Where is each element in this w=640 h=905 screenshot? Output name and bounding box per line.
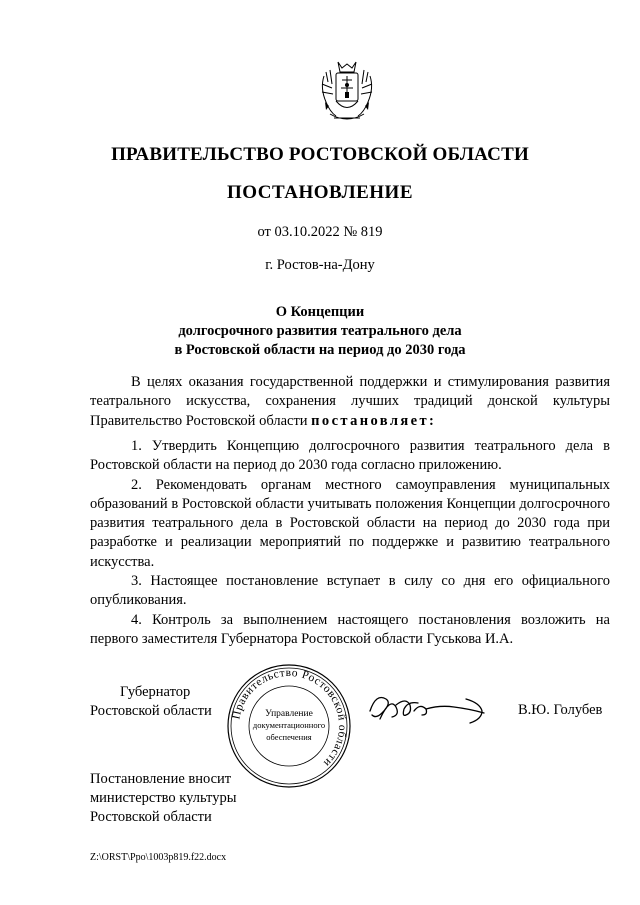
coat-of-arms-emblem (316, 58, 378, 124)
resolution-item: 3. Настоящее постановление вступает в силу со дня его официального опубликования. (90, 573, 610, 609)
resolution-item: 1. Утвердить Концепцию долгосрочного развития театрального дела в Ростовской области на период до 2030 года согласно приложению. (90, 438, 610, 474)
resolution-item: 2. Рекомендовать органам местного самоуправления муниципальных образований в Ростовской области учитывать положения Концепции долгосрочного развития театрального дела в Ростовской области на период до 2030 года при разработке и реализации мероприятий по поддержке и развитию театрального искусства. (90, 476, 610, 570)
signatory-position (90, 683, 212, 721)
file-path: Z:\ORST\Ppo\1003p819.f22.docx (90, 852, 227, 863)
handwritten-signature (366, 689, 491, 729)
signatory-position-line: Ростовской области (90, 703, 212, 719)
document-title (0, 303, 640, 360)
title-line: в Ростовской области на период до 2030 года (174, 342, 466, 358)
title-line: долгосрочного развития театрального дела (178, 323, 462, 339)
document-city: г. Ростов-на-Дону (265, 257, 375, 273)
official-stamp (225, 662, 353, 790)
resolution-item: 4. Контроль за выполнением настоящего постановления возложить на первого заместителя Губернатора Ростовской области Гуськова И.А. (90, 611, 610, 647)
stamp-line: документационного (252, 720, 326, 730)
intro-text: В целях оказания государственной поддержки и стимулирования развития театрального искусства, сохранения лучших традиций донской культуры Правительство Ростовской области (90, 374, 610, 429)
signatory-position-line: Губернатор (120, 684, 191, 700)
resolution-items (90, 437, 610, 649)
introduced-by (90, 770, 236, 827)
title-line: О Концепции (275, 304, 365, 320)
stamp-line: обеспечения (266, 732, 312, 742)
introduced-by-line: Постановление вносит (90, 771, 232, 787)
document-type: ПОСТАНОВЛЕНИЕ (226, 182, 414, 203)
document-date-number: от 03.10.2022 № 819 (257, 224, 383, 240)
introduced-by-line: Ростовской области (90, 809, 212, 825)
stamp-line: Управление (265, 709, 313, 719)
stamp-ring-text: Правительство Ростовской области (230, 666, 349, 770)
intro-paragraph (90, 373, 610, 431)
introduced-by-line: министерство культуры (90, 790, 237, 806)
resolves-word: постановляет: (311, 412, 437, 429)
signatory-name: В.Ю. Голубев (518, 702, 603, 718)
organization-title: ПРАВИТЕЛЬСТВО РОСТОВСКОЙ ОБЛАСТИ (111, 144, 529, 165)
